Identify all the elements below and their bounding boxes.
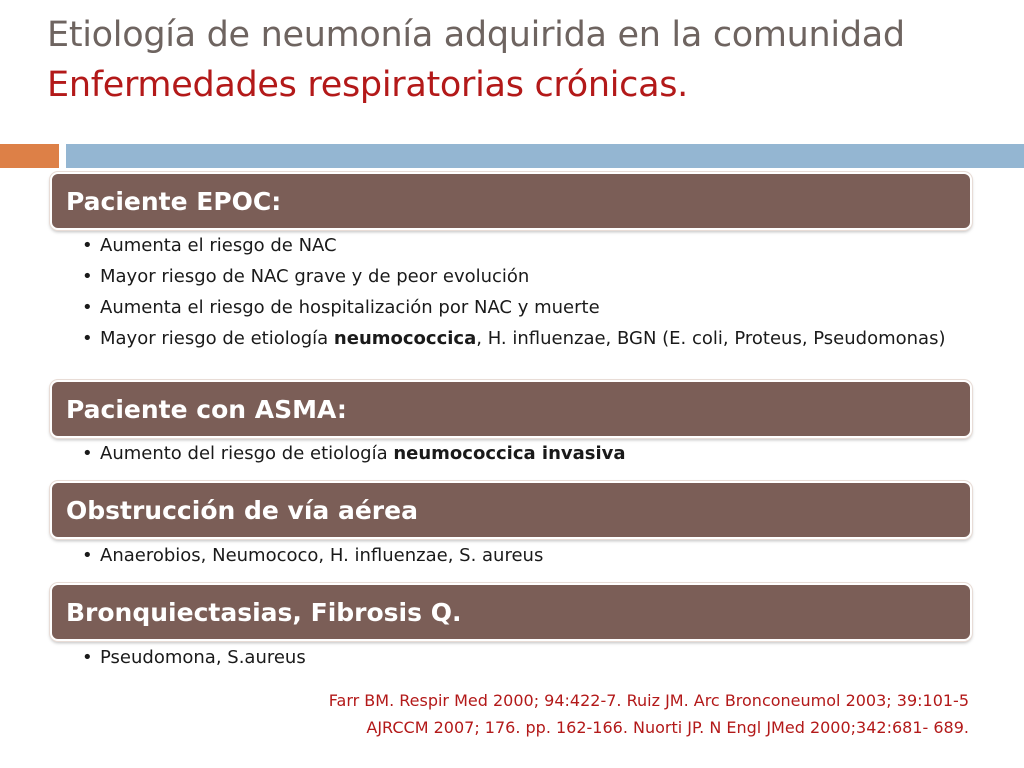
list-item: • Mayor riesgo de etiología neumococcica, H. influenzae, BGN (E. coli, Proteus, Pseudomonas) (78, 328, 958, 350)
section-list-obstruccion (78, 545, 958, 576)
slide-title (47, 14, 1007, 114)
list-item: • Aumenta el riesgo de NAC (78, 235, 958, 257)
section-list-bronquiectasias (78, 647, 958, 678)
section-header-epoc (50, 172, 972, 230)
references (329, 687, 969, 741)
accent-band-orange (0, 144, 59, 168)
list-item: • Anaerobios, Neumococo, H. influenzae, S. aureus (78, 545, 958, 567)
section-header-label: Bronquiectasias, Fibrosis Q. (66, 597, 462, 627)
title-line-1: Etiología de neumonía adquirida en la comunidad (47, 15, 905, 55)
section-list-asma (78, 443, 958, 474)
section-header-label: Paciente EPOC: (66, 186, 282, 216)
title-line-2: Enfermedades respiratorias crónicas. (47, 65, 688, 105)
list-item: • Pseudomona, S.aureus (78, 647, 958, 669)
reference-line-2: AJRCCM 2007; 176. pp. 162-166. Nuorti JP. N Engl JMed 2000;342:681- 689. (366, 718, 969, 737)
section-header-asma (50, 380, 972, 438)
section-header-label: Paciente con ASMA: (66, 394, 347, 424)
list-item: • Mayor riesgo de NAC grave y de peor evolución (78, 266, 958, 288)
section-header-label: Obstrucción de vía aérea (66, 495, 418, 525)
section-list-epoc (78, 235, 958, 359)
accent-band-blue (66, 144, 1024, 168)
section-header-obstruccion (50, 481, 972, 539)
section-header-bronquiectasias (50, 583, 972, 641)
reference-line-1: Farr BM. Respir Med 2000; 94:422-7. Ruiz JM. Arc Bronconeumol 2003; 39:101-5 (328, 691, 969, 710)
list-item: • Aumento del riesgo de etiología neumococcica invasiva (78, 443, 958, 465)
list-item: • Aumenta el riesgo de hospitalización por NAC y muerte (78, 297, 958, 319)
